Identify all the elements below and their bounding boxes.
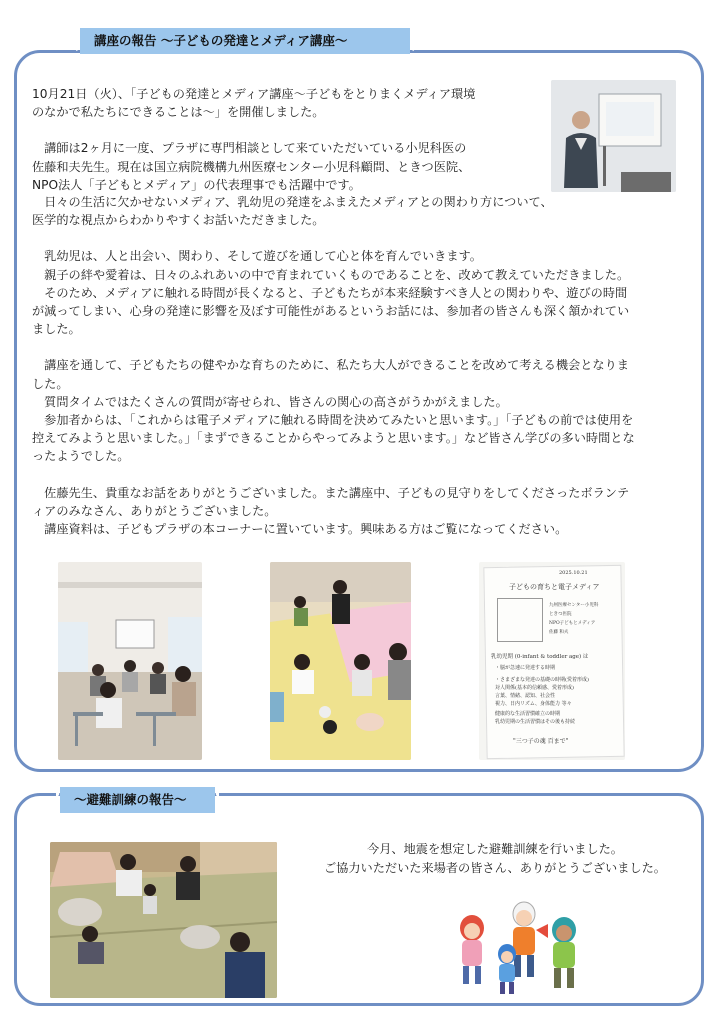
body-line: した。 xyxy=(32,376,69,391)
intro-line: NPO法人「子どもとメディア」の代表理事でも活躍中です。 xyxy=(32,177,361,192)
handout-line: 九州医療センター小児科 xyxy=(549,603,599,608)
body-line: 佐藤先生、貴重なお話をありがとうございました。また講座中、子どもの見守りをしてくださったボランテ xyxy=(32,485,630,500)
lecture-room-photo xyxy=(58,562,202,760)
evacuation-drill-photo xyxy=(50,842,277,998)
drill-line: 今月、地震を想定した避難訓練を行いました。 xyxy=(367,842,623,856)
body-line: 講座資料は、子どもプラザの本コーナーに置いています。興味ある方はご覧になってください。 xyxy=(32,522,568,537)
body-line: ったようでした。 xyxy=(32,449,130,464)
handout-bullet: 言葉、情緒、認知、社会性 xyxy=(495,693,556,699)
evacuating-children-illustration xyxy=(452,900,592,1000)
handout-footer: "三つ子の魂 百まで" xyxy=(513,738,569,745)
handout-illustration xyxy=(497,598,543,642)
body-line: 控えてみようと思いました。」「まずできることからやってみようと思います。」など皆さん学びの多い時間とな xyxy=(32,431,635,446)
drill-line: ご協力いただいた来場者の皆さん、ありがとうございました。 xyxy=(324,860,666,875)
body-line: 乳幼児は、人と出会い、関わり、そして遊びを通して心と体を育んでいきます。 xyxy=(32,249,482,264)
handout-bullet: 対人関係(基本的信頼感、愛着形成) xyxy=(495,685,574,691)
intro-line: 10月21日（火）、「子どもの発達とメディア講座～子どもをとりまくメディア環境 xyxy=(32,87,476,101)
body-line: 講座を通して、子どもたちの健やかな育ちのために、私たち大人ができることを改めて考える機会となりま xyxy=(32,358,629,373)
handout-date: 2025.10.21 xyxy=(559,570,588,576)
body-line: そのため、メディアに触れる時間が長くなると、子どもたちが本来経験すべき人との関わりや、遊びの時間 xyxy=(32,285,628,300)
body-line: ィアのみなさん、ありがとうございました。 xyxy=(32,503,277,518)
intro-line: 佐藤和夫先生。現在は国立病院機構九州医療センター小児科顧問、ときつ医院、 xyxy=(32,159,471,174)
handout-section: 乳幼児期 (0-infant & toddler age) は xyxy=(491,654,589,660)
intro-line: のなかで私たちにできることは～」を開催しました。 xyxy=(32,105,325,120)
lecture-report-title: 講座の報告 ～子どもの発達とメディア講座～ xyxy=(80,28,410,54)
kids-playing-photo xyxy=(270,562,411,760)
lecture-handout-photo xyxy=(479,562,625,760)
handout-line: NPO子どもとメディア xyxy=(549,621,596,626)
handout-bullet: 健康的な生活習慣確立の時期 xyxy=(495,711,561,717)
body-line: 親子の絆や愛着は、日々のふれあいの中で育まれていくものであることを、改めて教えていただきました。 xyxy=(32,267,630,282)
body-line: が減ってしまい、心身の発達に影響を及ぼす可能性があるというお話には、参加者の皆さんも深く頷かれてい xyxy=(32,304,630,319)
lecture-body-text xyxy=(32,193,692,538)
body-line: 参加者からは、「これからは電子メディアに触れる時間を決めてみたいと思います。」「子どもの前では使用を xyxy=(32,413,634,428)
body-line: 医学的な視点からわかりやすくお話いただきました。 xyxy=(32,213,325,228)
speaker-photo xyxy=(551,80,676,192)
body-line: ました。 xyxy=(32,322,81,337)
intro-line: 講師は2ヶ月に一度、プラザに専門相談として来ていただいている小児科医の xyxy=(32,141,467,156)
handout-bullet: ・さまざまな発達の基礎の時期(愛着形成) xyxy=(495,677,589,683)
handout-bullet: 乳幼児期の生活習慣はその後も持続 xyxy=(495,719,576,725)
handout-line: 佐藤 和夫 xyxy=(549,630,569,635)
body-line: 日々の生活に欠かせないメディア、乳幼児の発達をふまえたメディアとの関わり方について、 xyxy=(32,195,553,209)
handout-bullet: ・脳が急速に発達する時期 xyxy=(495,665,556,671)
handout-bullet: 視力、日内リズム、身体能力 等々 xyxy=(495,701,572,707)
body-line: 質問タイムではたくさんの質問が寄せられ、皆さんの関心の高さがうかがえました。 xyxy=(32,394,508,409)
evacuation-drill-text xyxy=(305,840,685,877)
handout-line: ときつ医院 xyxy=(549,612,572,617)
evacuation-drill-title: ～避難訓練の報告～ xyxy=(60,787,215,813)
handout-header: 子どもの育ちと電子メディア xyxy=(509,583,600,591)
lecture-intro-text xyxy=(32,85,542,194)
